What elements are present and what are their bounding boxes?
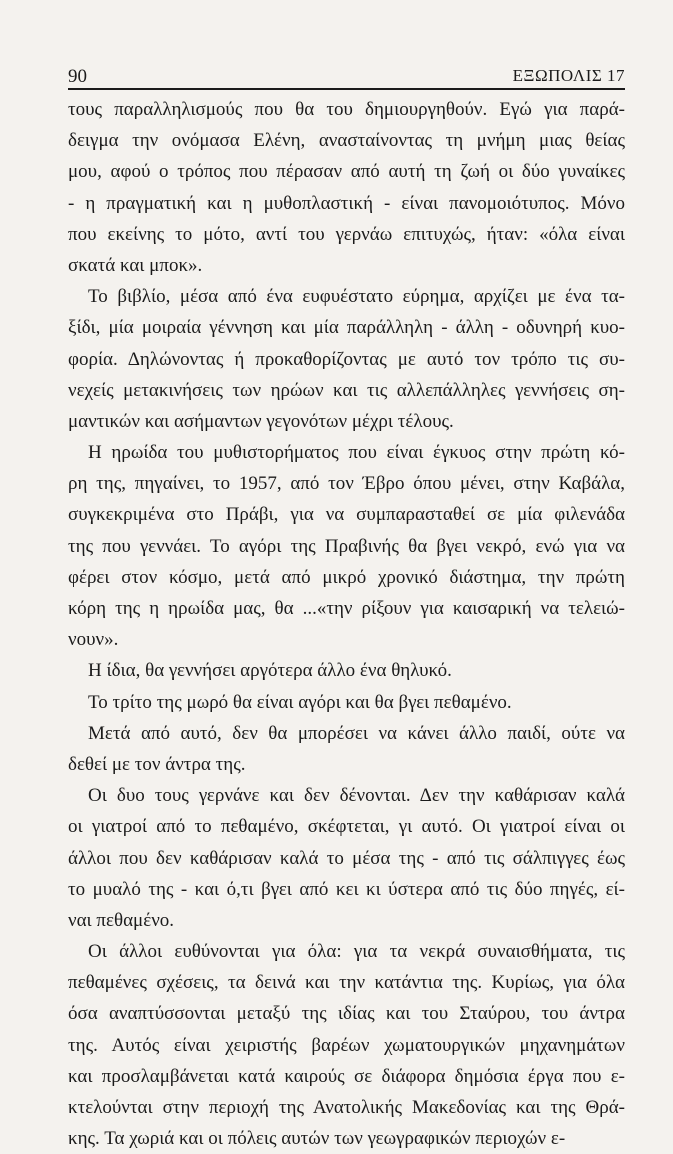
text-line: σκατά και μποκ».	[68, 254, 203, 276]
text-line: νουν».	[68, 629, 119, 651]
paragraph	[68, 655, 625, 686]
body-text	[68, 94, 625, 1154]
text-line: το μυαλό της - και ό,τι βγει από κει κι ύστερα από τις δύο πηγές, εί-	[68, 878, 625, 900]
text-line: Οι δυο τους γερνάνε και δεν δένονται. Δεν την καθάρισαν καλά	[88, 785, 625, 807]
text-line: που εκείνης το μότο, αντί του γερνάω επιτυχώς, ήταν: «όλα είναι	[68, 223, 625, 245]
text-line: Η ίδια, θα γεννήσει αργότερα άλλο ένα θηλυκό.	[88, 660, 452, 682]
text-line: ρη της, πηγαίνει, το 1957, από τον Έβρο όπου μένει, στην Καβάλα,	[68, 473, 625, 495]
text-line: μαντικών και ασήμαντων γεγονότων μέχρι τέλους.	[68, 410, 454, 432]
running-head: ΕΞΩΠΟΛΙΣ 17	[512, 66, 625, 85]
text-line: της. Αυτός είναι χειριστής βαρέων χωματουργικών μηχανημάτων	[68, 1034, 625, 1056]
paragraph	[68, 718, 625, 780]
text-line: Το τρίτο της μωρό θα είναι αγόρι και θα βγει πεθαμένο.	[88, 691, 512, 713]
paragraph	[68, 437, 625, 655]
text-line: συγκεκριμένα στο Πράβι, για να συμπαρασταθεί σε μία φιλενάδα	[68, 504, 625, 526]
text-line: Το βιβλίο, μέσα από ένα ευφυέστατο εύρημα, αρχίζει με ένα τα-	[88, 286, 625, 308]
text-line: κόρη της η ηρωίδα μας, θα ...«την ρίξουν για καισαρική να τελειώ-	[68, 598, 625, 619]
text-line: Η ηρωίδα του μυθιστορήματος που είναι έγκυος στην πρώτη κό-	[88, 442, 625, 464]
text-line: πεθαμένες σχέσεις, τα δεινά και την κατάντια της. Κυρίως, για όλα	[68, 972, 625, 994]
text-line: δειγμα την ονόμασα Ελένη, ανασταίνοντας τη μνήμη μιας θείας	[68, 130, 625, 152]
text-line: μου, αφού ο τρόπος που πέρασαν από αυτή τη ζωή οι δύο γυναίκες	[68, 161, 625, 183]
text-line: νεχείς μετακινήσεις των ηρώων και τις αλλεπάλληλες γεννήσεις ση-	[68, 379, 625, 401]
text-line: κτελούνται στην περιοχή της Ανατολικής Μακεδονίας και της Θρά-	[68, 1097, 625, 1118]
paragraph	[68, 687, 625, 718]
text-line: και προσλαμβάνεται κατά καιρούς σε διάφορα δημόσια έργα που ε-	[68, 1065, 625, 1087]
paragraph	[68, 281, 625, 437]
text-line: άλλοι που δεν καθάρισαν καλά το μέσα της - από τις σάλπιγγες έως	[68, 847, 625, 869]
text-line: ναι πεθαμένο.	[68, 909, 175, 931]
text-line: φορία. Δηλώνοντας ή προκαθορίζοντας με αυτό τον τρόπο τις συ-	[68, 348, 625, 370]
paragraph	[68, 936, 625, 1154]
text-line: όσα αναπτύσσονται μεταξύ της ιδίας και του Σταύρου, του άντρα	[68, 1003, 625, 1025]
text-line: τους παραλληλισμούς που θα του δημιουργηθούν. Εγώ για παρά-	[68, 99, 625, 120]
text-line: της που γεννάει. Το αγόρι της Πραβινής θα βγει νεκρό, ενώ για να	[68, 535, 625, 557]
text-line: οι γιατροί από το πεθαμένο, σκέφτεται, γι αυτό. Οι γιατροί είναι οι	[68, 816, 625, 838]
page-number: 90	[68, 66, 87, 87]
text-line: φέρει στον κόσμο, μετά από μικρό χρονικό διάστημα, την πρώτη	[68, 566, 625, 588]
paragraph	[68, 94, 625, 281]
text-line: ξίδι, μία μοιραία γέννηση και μία παράλληλη - άλλη - οδυνηρή κυο-	[68, 317, 625, 339]
text-line: κης. Τα χωριά και οι πόλεις αυτών των γεωγραφικών περιοχών ε-	[68, 1128, 566, 1150]
text-line: Μετά από αυτό, δεν θα μπορέσει να κάνει άλλο παιδί, ούτε να	[88, 722, 625, 744]
text-line: - η πραγματική και η μυθοπλαστική - είναι πανομοιότυπος. Μόνο	[68, 192, 625, 214]
page-header	[68, 62, 625, 90]
text-line: δεθεί με τον άντρα της.	[68, 753, 246, 775]
paragraph	[68, 780, 625, 936]
text-line: Οι άλλοι ευθύνονται για όλα: για τα νεκρά συναισθήματα, τις	[88, 941, 625, 963]
